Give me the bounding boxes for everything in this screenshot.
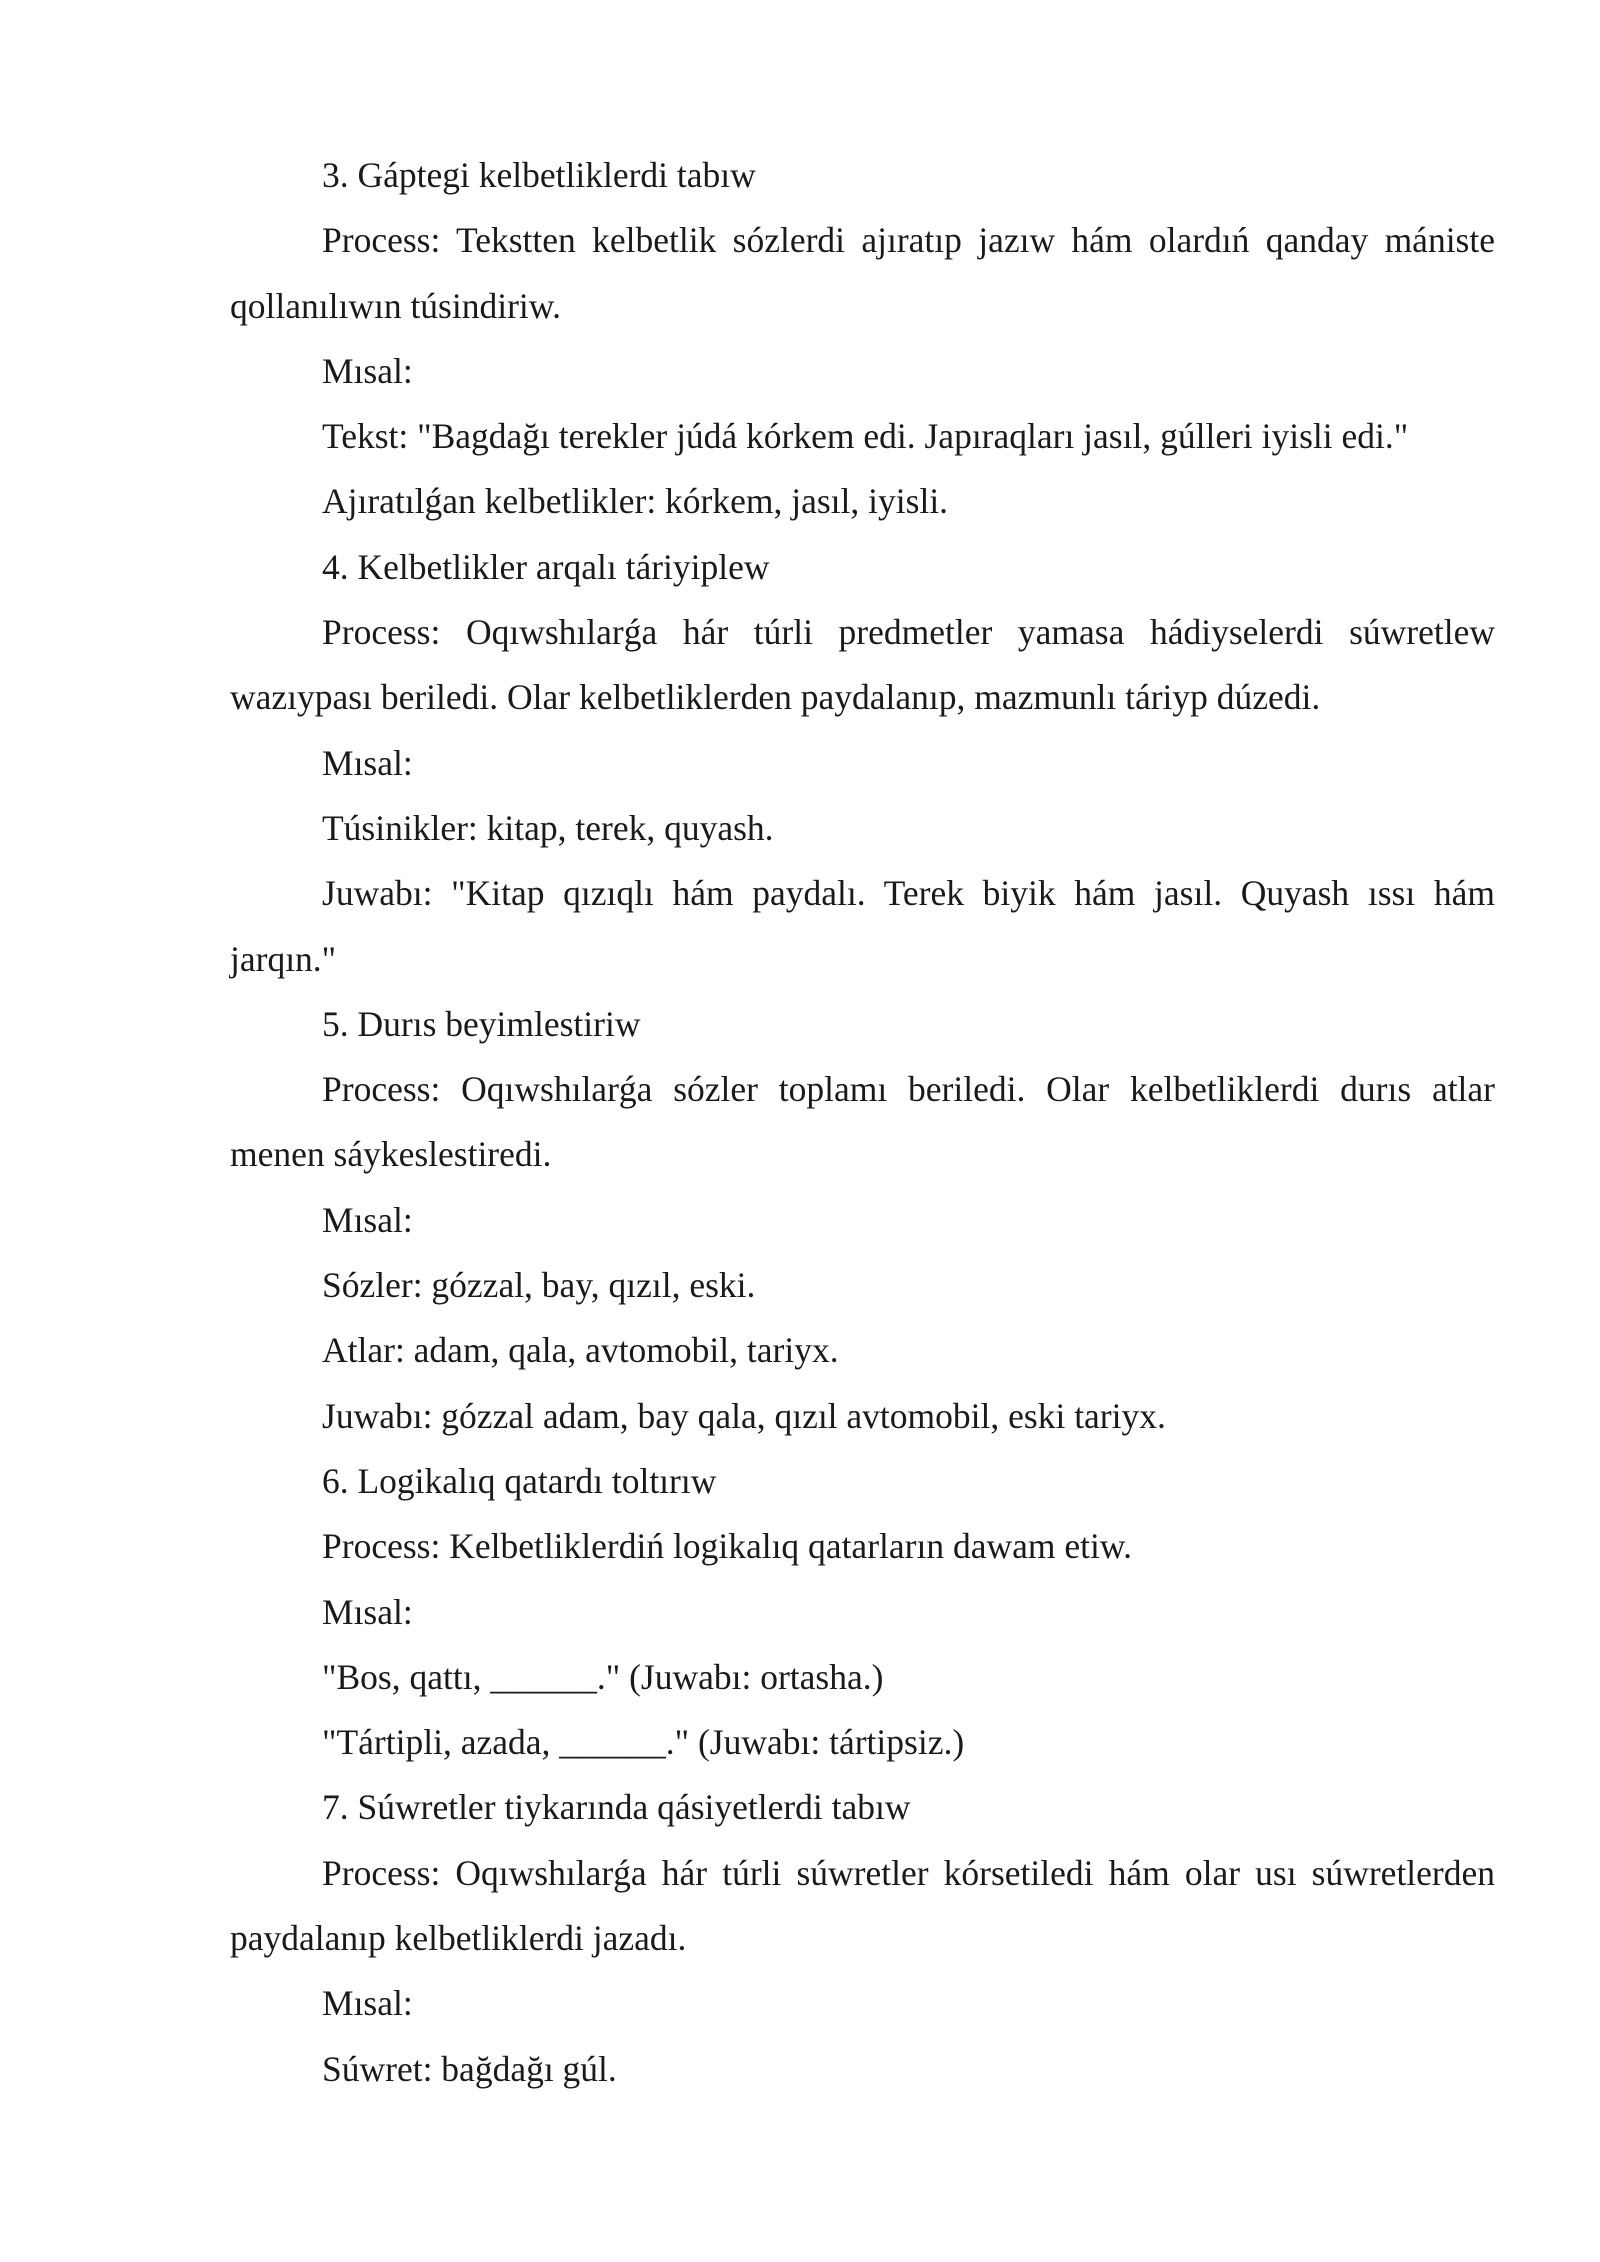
paragraph: Mısal: bbox=[322, 742, 413, 783]
paragraph: Túsinikler: kitap, terek, quyash. bbox=[322, 807, 774, 848]
paragraph: Sózler: gózzal, bay, qızıl, eski. bbox=[322, 1265, 756, 1306]
paragraph: Juwabı: "Kitap qızıqlı hám paydalı. Terek biyik hám jasıl. Quyash ıssı hám jarqın." bbox=[230, 873, 1495, 979]
paragraph: Súwret: bağdağı gúl. bbox=[322, 2048, 617, 2089]
paragraph: "Bos, qattı, ______." (Juwabı: ortasha.) bbox=[322, 1656, 884, 1697]
paragraph: Mısal: bbox=[322, 1199, 413, 1240]
section-heading: 4. Kelbetlikler arqalı táriyiplew bbox=[322, 546, 770, 587]
paragraph: Process: Oqıwshılarǵa hár túrli predmetler yamasa hádiyselerdi súwretlew wazıypası beriledi. Olar kelbetliklerden paydalanıp, mazmunlı táriyp dúzedi. bbox=[230, 612, 1495, 718]
paragraph: Ajıratılǵan kelbetlikler: kórkem, jasıl, iyisli. bbox=[322, 481, 949, 522]
paragraph: Process: Tekstten kelbetlik sózlerdi ajıratıp jazıw hám olardıń qanday mániste qollanılıwın túsindiriw. bbox=[230, 220, 1495, 326]
paragraph: Mısal: bbox=[322, 1983, 413, 2024]
paragraph: "Tártipli, azada, ______." (Juwabı: tártipsiz.) bbox=[322, 1722, 965, 1763]
paragraph: Process: Oqıwshılarǵa sózler toplamı beriledi. Olar kelbetliklerdi durıs atlar menen sáykeslestiredi. bbox=[230, 1069, 1495, 1175]
section-heading: 5. Durıs beyimlestiriw bbox=[322, 1003, 641, 1044]
paragraph: Process: Oqıwshılarǵa hár túrli súwretler kórsetiledi hám olar usı súwretlerden paydalanıp kelbetliklerdi jazadı. bbox=[230, 1852, 1495, 1959]
document-body bbox=[230, 143, 1495, 2102]
section-heading: 7. Súwretler tiykarında qásiyetlerdi tabıw bbox=[322, 1787, 911, 1828]
paragraph: Mısal: bbox=[322, 1591, 413, 1632]
section-heading: 6. Logikalıq qatardı toltırıw bbox=[322, 1460, 717, 1501]
paragraph: Tekst: "Bagdağı terekler júdá kórkem edi. Japıraqları jasıl, gúlleri iyisli edi." bbox=[322, 416, 1409, 457]
paragraph: Process: Kelbetliklerdiń logikalıq qatarların dawam etiw. bbox=[322, 1526, 1133, 1567]
paragraph: Juwabı: gózzal adam, bay qala, qızıl avtomobil, eski tariyx. bbox=[322, 1395, 1166, 1436]
paragraph: Atlar: adam, qala, avtomobil, tariyx. bbox=[322, 1330, 839, 1371]
paragraph: Mısal: bbox=[322, 350, 413, 391]
section-heading: 3. Gáptegi kelbetliklerdi tabıw bbox=[322, 155, 756, 195]
